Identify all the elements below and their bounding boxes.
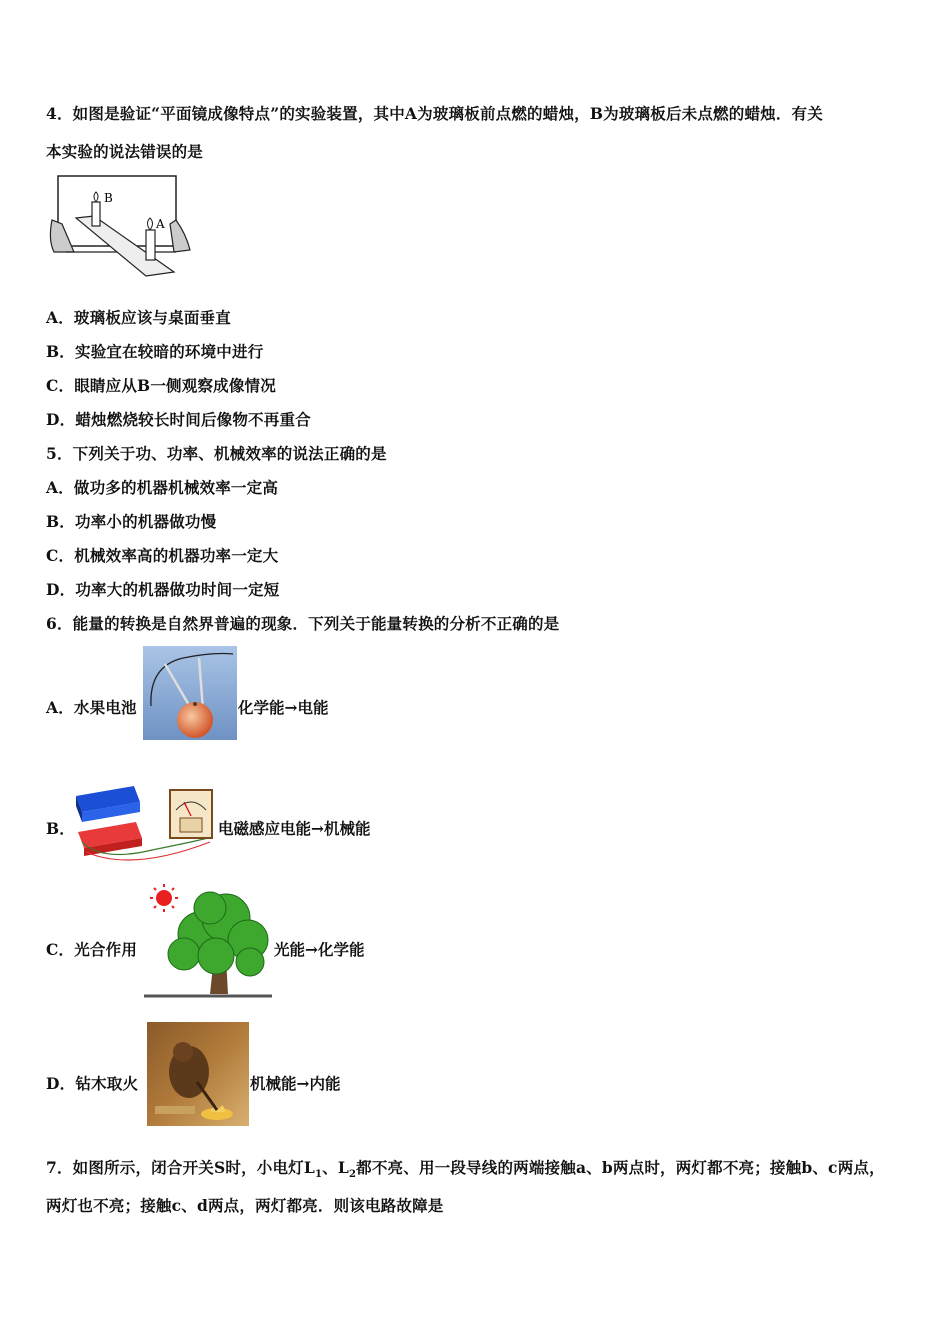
q5-option-c: C．机械效率高的机器功率一定大 [46,546,279,565]
q7-stem-line2: 两灯也不亮；接触c、d两点，两灯都亮．则该电路故障是 [46,1196,444,1215]
q4-option-a: A．玻璃板应该与桌面垂直 [46,308,231,327]
q5-option-d: D．功率大的机器做功时间一定短 [46,580,280,599]
q5-option-b: B．功率小的机器做功慢 [46,512,217,531]
q6-option-d-label: D．钻木取火 [46,1074,139,1093]
electromagnetic-induction-image [72,782,218,866]
candle-a-label: A [156,217,165,231]
q6-option-c-label: C．光合作用 [46,940,138,959]
q5-option-a: A．做功多的机器机械效率一定高 [46,478,279,497]
photosynthesis-tree-image [140,884,274,1000]
candle-b-label: B [104,191,113,205]
q6-option-d-conversion: 机械能→内能 [250,1074,341,1093]
q7-stem-line1 [46,1156,885,1180]
q4-option-d: D．蜡烛燃烧较长时间后像物不再重合 [46,410,311,429]
q6-option-a-label: A．水果电池 [46,698,137,717]
drilling-wood-fire-image [147,1022,249,1126]
q7-sub-2: 2 [348,1169,357,1181]
q7-text-part2: 、L [322,1158,349,1177]
q4-stem-line2: 本实验的说法错误的是 [46,142,204,161]
q4-option-b: B．实验宜在较暗的环境中进行 [46,342,264,361]
q7-text-part1: 7．如图所示，闭合开关S时，小电灯L [46,1158,315,1177]
q6-option-b-conversion: 电磁感应电能→机械能 [218,819,371,838]
fruit-battery-image [143,646,237,740]
mirror-experiment-figure [46,172,196,284]
q6-option-a-conversion: 化学能→电能 [238,698,329,717]
q4-stem-line1: 4．如图是验证“平面镜成像特点”的实验装置，其中A为玻璃板前点燃的蜡烛，B为玻璃板后未点燃的蜡烛．有关 [46,104,823,123]
sun-icon [156,890,172,906]
q6-stem: 6．能量的转换是自然界普遍的现象．下列关于能量转换的分析不正确的是 [46,614,560,633]
q7-sub-1: 1 [314,1169,323,1181]
q7-text-part3: 都不亮、用一段导线的两端接触a、b两点时，两灯都不亮；接触b、c两点， [356,1158,885,1177]
q6-option-b-label: B． [46,819,76,838]
q6-option-c-conversion: 光能→化学能 [274,940,365,959]
q5-stem: 5．下列关于功、功率、机械效率的说法正确的是 [46,444,387,463]
q4-option-c: C．眼睛应从B一侧观察成像情况 [46,376,276,395]
